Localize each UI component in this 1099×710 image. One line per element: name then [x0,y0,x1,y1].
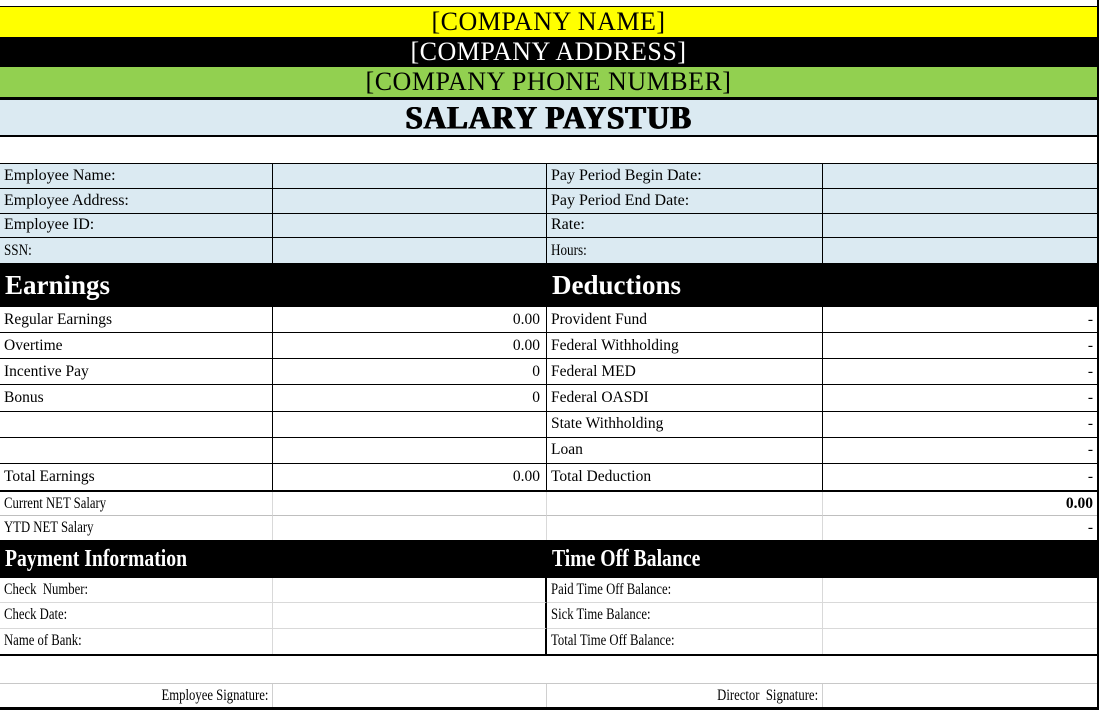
deductions-row-label: Loan [547,438,823,464]
ytd-net-salary-value: - [823,516,1099,540]
pay-period-begin-value-cell[interactable] [823,164,1099,189]
deductions-row-value-cell[interactable]: - [823,412,1099,438]
earnings-row-value-cell[interactable] [273,438,547,464]
earnings-row-label: Overtime [0,333,273,359]
company-address-banner [0,37,1097,67]
deductions-row-value-cell[interactable]: - [823,307,1099,333]
paid-time-off-label: Paid Time Off Balance: [547,578,823,603]
deductions-section-header: Deductions [552,269,682,300]
earnings-row-label: Regular Earnings [0,307,273,333]
pay-period-end-value-cell[interactable] [823,189,1099,214]
total-time-off-value-cell[interactable] [823,629,1099,654]
earnings-section-header: Earnings [5,269,111,300]
pay-period-begin-label: Pay Period Begin Date: [547,164,823,189]
earnings-row-value-cell[interactable]: 0.00 [273,333,547,359]
check-number-label: Check Number: [0,578,273,603]
total-earnings-value-cell: 0.00 [273,464,547,490]
check-number-value-cell[interactable] [273,578,547,603]
employee-signature-label: Employee Signature: [0,684,273,707]
total-deduction-label: Total Deduction [547,464,823,490]
employee-name-label: Employee Name: [0,164,273,189]
employee-address-value-cell[interactable] [273,189,547,214]
earnings-row-label [0,412,273,438]
time-off-balance-section-header: Time Off Balance [552,546,701,572]
check-date-value-cell[interactable] [273,603,547,628]
company-phone-text: [COMPANY PHONE NUMBER] [365,67,732,96]
employee-address-label: Employee Address: [0,189,273,214]
company-name-banner [0,6,1097,37]
name-of-bank-value-cell[interactable] [273,629,547,654]
check-date-label: Check Date: [0,603,273,628]
spacer-row [0,137,1097,163]
ytd-net-salary-spacer [547,516,823,540]
sick-time-value-cell[interactable] [823,603,1099,628]
current-net-salary-value: 0.00 [823,492,1099,516]
current-net-salary-spacer [273,492,547,516]
earnings-deductions-header-band [0,263,1097,307]
earnings-row-label: Bonus [0,385,273,411]
company-name-text: [COMPANY NAME] [431,7,666,36]
hours-value-cell[interactable] [823,238,1099,263]
page-title: SALARY PAYSTUB [405,99,692,136]
signature-row [0,684,1097,707]
ssn-value-cell[interactable] [273,238,547,263]
name-of-bank-label: Name of Bank: [0,629,273,654]
director-signature-field[interactable] [823,684,1099,707]
deductions-row-label: Federal MED [547,359,823,385]
ssn-label: SSN: [0,238,273,263]
total-deduction-value-cell: - [823,464,1099,490]
deductions-row-label: Federal OASDI [547,385,823,411]
pay-period-end-label: Pay Period End Date: [547,189,823,214]
employee-id-value-cell[interactable] [273,214,547,239]
employee-id-label: Employee ID: [0,214,273,239]
paid-time-off-value-cell[interactable] [823,578,1099,603]
earnings-row-value-cell[interactable] [273,412,547,438]
ytd-net-salary-label: YTD NET Salary [0,516,273,540]
total-time-off-label: Total Time Off Balance: [547,629,823,654]
payment-timeoff-header-band [0,540,1097,578]
rate-value-cell[interactable] [823,214,1099,239]
deductions-row-label: Provident Fund [547,307,823,333]
current-net-salary-spacer [547,492,823,516]
sick-time-label: Sick Time Balance: [547,603,823,628]
earnings-row-label: Incentive Pay [0,359,273,385]
employee-signature-field[interactable] [273,684,547,707]
net-salary-summary [0,490,1097,540]
earnings-row-value-cell[interactable]: 0 [273,385,547,411]
earnings-row-value-cell[interactable]: 0.00 [273,307,547,333]
earnings-deductions-table [0,307,1097,490]
rate-label: Rate: [547,214,823,239]
hours-label: Hours: [547,238,823,263]
payment-timeoff-table [0,578,1097,656]
company-phone-banner [0,67,1097,100]
current-net-salary-label: Current NET Salary [0,492,273,516]
deductions-row-value-cell[interactable]: - [823,385,1099,411]
deductions-row-value-cell[interactable]: - [823,438,1099,464]
deductions-row-value-cell[interactable]: - [823,333,1099,359]
director-signature-label: Director Signature: [547,684,823,707]
spacer-row [0,656,1097,684]
earnings-row-label [0,438,273,464]
earnings-row-value-cell[interactable]: 0 [273,359,547,385]
deductions-row-value-cell[interactable]: - [823,359,1099,385]
ytd-net-salary-spacer [273,516,547,540]
company-address-text: [COMPANY ADDRESS] [410,37,687,66]
payment-information-section-header: Payment Information [5,546,188,572]
total-earnings-label: Total Earnings [0,464,273,490]
deductions-row-label: Federal Withholding [547,333,823,359]
employee-name-value-cell[interactable] [273,164,547,189]
deductions-row-label: State Withholding [547,412,823,438]
employee-info-table [0,163,1097,263]
document-title-banner [0,100,1097,137]
